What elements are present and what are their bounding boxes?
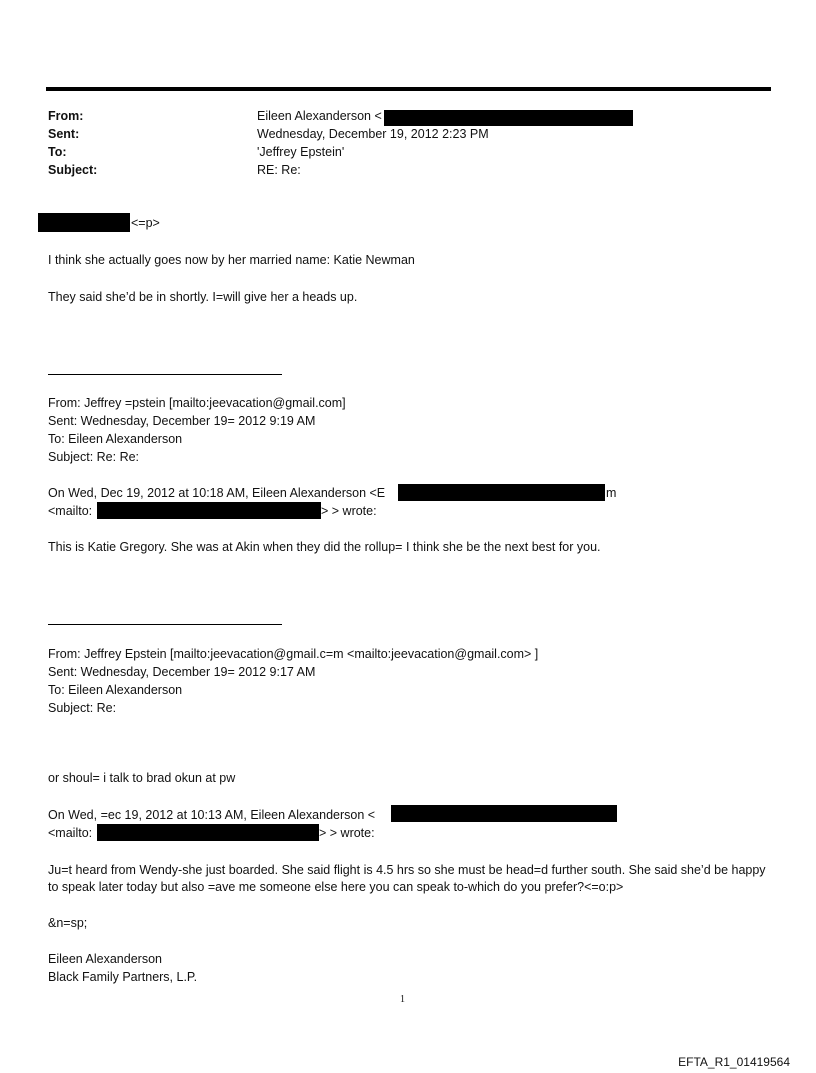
quote-body: This is Katie Gregory. She was at Akin when they did the rollup= I think she be the next best for you. — [48, 540, 601, 554]
quote-sent: Sent: Wednesday, December 19= 2012 9:17 AM — [48, 665, 316, 679]
redaction-block — [398, 484, 605, 501]
quote-to: To: Eileen Alexanderson — [48, 432, 183, 446]
quote-subject: Subject: Re: Re: — [48, 450, 140, 464]
quote-from: From: Jeffrey =pstein [mailto:jeevacation@gmail.com] — [48, 396, 346, 410]
body-line: They said she’d be in shortly. I=will give her a heads up. — [48, 290, 358, 304]
quote-separator — [48, 374, 282, 375]
to-value: 'Jeffrey Epstein' — [257, 145, 345, 159]
redaction-block — [384, 110, 633, 126]
redaction-block — [97, 824, 319, 841]
redaction-block — [391, 805, 617, 822]
quote-sent: Sent: Wednesday, December 19= 2012 9:19 AM — [48, 414, 316, 428]
redaction-block — [38, 213, 130, 232]
redaction-block — [97, 502, 321, 519]
mailto-suffix: > > wrote: — [319, 826, 375, 840]
body-line: I think she actually goes now by her married name: Katie Newman — [48, 253, 415, 267]
subject-value: RE: Re: — [257, 163, 301, 177]
from-value: Eileen Alexanderson < — [257, 109, 382, 123]
page-number: 1 — [400, 994, 405, 1005]
greeting-suffix: <=p> — [131, 216, 160, 230]
quote-body: Ju=t heard from Wendy-she just boarded. She said flight is 4.5 hrs so she must be head=d further south. She said she’d be happy to speak later today but also =ave me someone else here you can speak to-which do you prefer?<=o:p> — [48, 863, 766, 894]
sent-value: Wednesday, December 19, 2012 2:23 PM — [257, 127, 489, 141]
mailto-prefix: <mailto: — [48, 826, 93, 840]
subject-label: Subject: — [48, 163, 98, 177]
on-wrote-line: On Wed, =ec 19, 2012 at 10:13 AM, Eileen Alexanderson < — [48, 808, 376, 822]
document-id: EFTA_R1_01419564 — [678, 1055, 790, 1069]
mailto-prefix: <mailto: — [48, 504, 93, 518]
mailto-suffix: > > wrote: — [321, 504, 377, 518]
from-label: From: — [48, 109, 84, 123]
on-wrote-suffix: m — [606, 486, 617, 500]
quote-body: or shoul= i talk to brad okun at pw — [48, 771, 236, 785]
top-rule — [46, 87, 771, 91]
signature-company: Black Family Partners, L.P. — [48, 970, 198, 984]
to-label: To: — [48, 145, 67, 159]
quote-subject: Subject: Re: — [48, 701, 117, 715]
quote-separator — [48, 624, 282, 625]
on-wrote-line: On Wed, Dec 19, 2012 at 10:18 AM, Eileen Alexanderson <E — [48, 486, 386, 500]
signature-name: Eileen Alexanderson — [48, 952, 162, 966]
sent-label: Sent: — [48, 127, 80, 141]
quote-to: To: Eileen Alexanderson — [48, 683, 183, 697]
quote-from: From: Jeffrey Epstein [mailto:jeevacation@gmail.c=m <mailto:jeevacation@gmail.com> ] — [48, 647, 539, 661]
nbsp-text: &n=sp; — [48, 916, 88, 930]
